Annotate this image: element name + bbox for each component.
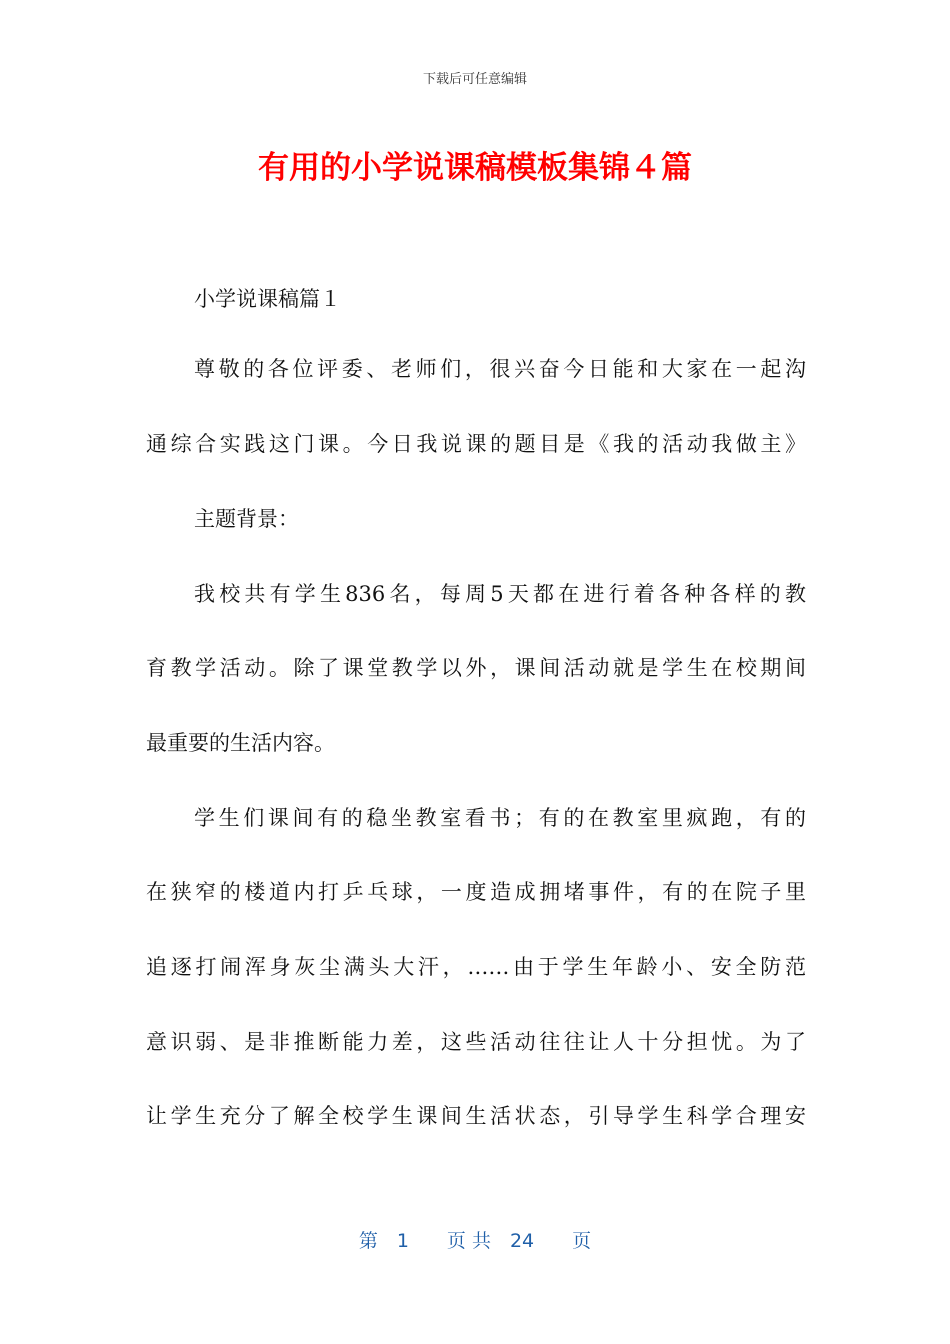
paragraph-line: 尊敬的各位评委、老师们，很兴奋今日能和大家在一起沟	[194, 357, 806, 381]
paragraph-line: 让学生充分了解全校学生课间生活状态，引导学生科学合理安	[146, 1104, 806, 1128]
paragraph-line: 在狭窄的楼道内打乒乓球，一度造成拥堵事件，有的在院子里	[146, 880, 806, 904]
paragraph-line: 通综合实践这门课。今日我说课的题目是《我的活动我做主》	[146, 432, 806, 456]
subheading-line: 主题背景：	[194, 507, 299, 531]
paragraph-line: 最重要的生活内容。	[146, 731, 335, 755]
header-note: 下载后可任意编辑	[422, 72, 527, 87]
paragraph-line: 育教学活动。除了课堂教学以外，课间活动就是学生在校期间	[146, 656, 806, 680]
section-heading: 小学说课稿篇１	[194, 287, 341, 311]
page-footer: 第 1 页 共 24 页	[358, 1230, 592, 1252]
paragraph-line: 意识弱、是非推断能力差，这些活动往往让人十分担忧。为了	[146, 1030, 806, 1054]
document-title: 有用的小学说课稿模板集锦４篇	[258, 150, 692, 186]
paragraph-line: 追逐打闹浑身灰尘满头大汗，……由于学生年龄小、安全防范	[146, 955, 806, 979]
paragraph-line: 学生们课间有的稳坐教室看书；有的在教室里疯跑，有的	[194, 806, 806, 830]
paragraph-line: 我校共有学生836名，每周5天都在进行着各种各样的教	[194, 582, 806, 606]
